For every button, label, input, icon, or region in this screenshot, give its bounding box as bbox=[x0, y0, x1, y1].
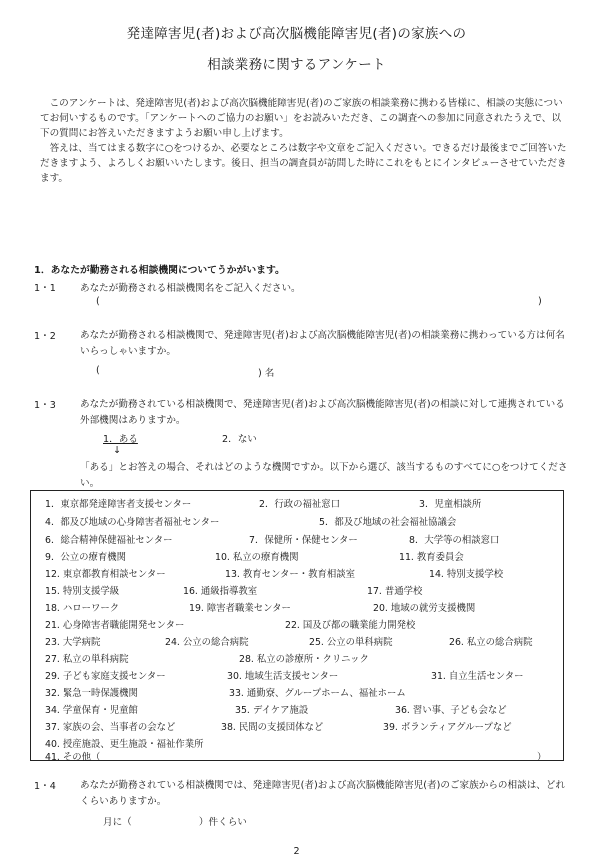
option-7[interactable]: 7．保健所・保健センター bbox=[249, 535, 358, 546]
option-41[interactable]: 41. その他（ bbox=[45, 752, 101, 763]
section-1-heading: 1．あなたが勤務される相談機関についてうかがいます。 bbox=[34, 265, 285, 276]
q1-3-answer-no[interactable]: 2．ない bbox=[222, 434, 257, 445]
option-26[interactable]: 26. 私立の総合病院 bbox=[449, 637, 533, 648]
option-39[interactable]: 39. ボランティアグループなど bbox=[383, 722, 512, 733]
q1-4-number: 1・4 bbox=[34, 781, 56, 792]
option-35[interactable]: 35. デイケア施設 bbox=[235, 705, 309, 716]
intro-paragraph-2: 答えは、当てはまる数字に○をつけるか、必要なところは数字や文章をご記入ください。できるだけ最後までご回答いただきますよう、よろしくお願いいたします。後日、担当の調査員が訪問した時にこれをもとにインタビューさせていただきます。 bbox=[40, 143, 567, 184]
option-10[interactable]: 10. 私立の療育機関 bbox=[215, 552, 299, 563]
option-4[interactable]: 4．都及び地域の心身障害者福祉センター bbox=[45, 517, 220, 528]
q1-1-open-paren: ( bbox=[96, 296, 100, 307]
option-6[interactable]: 6．総合精神保健福祉センター bbox=[45, 535, 173, 546]
q1-2-close-paren: ) 名 bbox=[258, 368, 275, 379]
down-arrow-icon: ↓ bbox=[113, 445, 122, 456]
q1-1-number: 1・1 bbox=[34, 283, 56, 294]
option-31[interactable]: 31. 自立生活センター bbox=[431, 671, 524, 682]
option-19[interactable]: 19. 障害者職業センター bbox=[189, 603, 291, 614]
q1-3-answer-yes[interactable]: 1．ある bbox=[103, 434, 138, 445]
option-2[interactable]: 2．行政の福祉窓口 bbox=[259, 499, 340, 510]
option-38[interactable]: 38. 民間の支援団体など bbox=[221, 722, 324, 733]
option-14[interactable]: 14. 特別支援学校 bbox=[429, 569, 504, 580]
option-16[interactable]: 16. 通級指導教室 bbox=[183, 586, 258, 597]
option-34[interactable]: 34. 学童保育・児童館 bbox=[45, 705, 138, 716]
option-1[interactable]: 1．東京都発達障害者支援センター bbox=[45, 499, 192, 510]
q1-2-number: 1・2 bbox=[34, 331, 56, 342]
option-12[interactable]: 12. 東京都教育相談センター bbox=[45, 569, 166, 580]
option-17[interactable]: 17. 普通学校 bbox=[367, 586, 423, 597]
q1-4-answer[interactable]: 月に（ ）件くらい bbox=[103, 817, 247, 828]
option-30[interactable]: 30. 地域生活支援センター bbox=[227, 671, 339, 682]
option-8[interactable]: 8．大学等の相談窓口 bbox=[409, 535, 500, 546]
option-33[interactable]: 33. 通勤寮、グループホーム、福祉ホーム bbox=[229, 688, 406, 699]
option-28[interactable]: 28. 私立の診療所・クリニック bbox=[239, 654, 369, 665]
option-21[interactable]: 21. 心身障害者職能開発センター bbox=[45, 620, 185, 631]
intro-paragraph-1: このアンケートは、発達障害児(者)および高次脳機能障害児(者)のご家族の相談業務に携わる皆様に、相談の実態についてお伺いするものです。「アンケートへのご協力のお願い」をお読みいただき、この調査への参加に同意されたうえで、以下の質問にお答えいただきますようお願い申し上げます。 bbox=[40, 98, 563, 139]
option-3[interactable]: 3．児童相談所 bbox=[419, 499, 482, 510]
q1-1-text: あなたが勤務される相談機関名をご記入ください。 bbox=[80, 283, 301, 294]
option-23[interactable]: 23. 大学病院 bbox=[45, 637, 101, 648]
q1-1-close-paren: ) bbox=[538, 296, 542, 307]
q1-2-text: あなたが勤務される相談機関で、発達障害児(者)および高次脳機能障害児(者)の相談業務に携わっている方は何名いらっしゃいますか。 bbox=[80, 330, 565, 357]
q1-1-answer-field[interactable] bbox=[104, 296, 534, 310]
option-25[interactable]: 25. 公立の単科病院 bbox=[309, 637, 393, 648]
option-24[interactable]: 24. 公立の総合病院 bbox=[165, 637, 249, 648]
survey-title-line1: 発達障害児(者)および高次脳機能障害児(者)の家族への bbox=[126, 26, 467, 42]
option-22[interactable]: 22. 国及び都の職業能力開発校 bbox=[285, 620, 416, 631]
option-36[interactable]: 36. 習い事、子ども会など bbox=[395, 705, 507, 716]
option-32[interactable]: 32. 緊急一時保護機関 bbox=[45, 688, 138, 699]
option-9[interactable]: 9．公立の療育機関 bbox=[45, 552, 126, 563]
q1-3-text: あなたが勤務されている相談機関で、発達障害児(者)および高次脳機能障害児(者)の相談に対して連携されている外部機関はありますか。 bbox=[80, 399, 565, 426]
option-20[interactable]: 20. 地域の就労支援機関 bbox=[373, 603, 476, 614]
q1-3-followup-text: 「ある」とお答えの場合、それはどのような機関ですか。以下から選び、該当するものすべてに○をつけてください。 bbox=[80, 462, 568, 489]
option-18[interactable]: 18. ハローワーク bbox=[45, 603, 120, 614]
options-box bbox=[30, 490, 564, 761]
intro-text bbox=[40, 96, 570, 186]
option-40[interactable]: 40. 授産施設、更生施設・福祉作業所 bbox=[45, 739, 204, 750]
option-27[interactable]: 27. 私立の単科病院 bbox=[45, 654, 129, 665]
option-5[interactable]: 5．都及び地域の社会福祉協議会 bbox=[319, 517, 457, 528]
q1-4-text: あなたが勤務されている相談機関では、発達障害児(者)および高次脳機能障害児(者)のご家族からの相談は、どれくらいありますか。 bbox=[80, 780, 566, 807]
option-15[interactable]: 15. 特別支援学級 bbox=[45, 586, 120, 597]
option-29[interactable]: 29. 子ども家庭支援センター bbox=[45, 671, 166, 682]
page-number: 2 bbox=[293, 846, 300, 857]
option-37[interactable]: 37. 家族の会、当事者の会など bbox=[45, 722, 176, 733]
option-13[interactable]: 13. 教育センター・教育相談室 bbox=[225, 569, 356, 580]
q1-3-number: 1・3 bbox=[34, 400, 56, 411]
option-11[interactable]: 11. 教育委員会 bbox=[399, 552, 464, 563]
q1-2-answer-field[interactable] bbox=[104, 365, 254, 379]
q1-2-open-paren: ( bbox=[96, 365, 100, 376]
option-41-close-paren: ） bbox=[537, 752, 547, 763]
survey-title-line2: 相談業務に関するアンケート bbox=[207, 57, 386, 73]
